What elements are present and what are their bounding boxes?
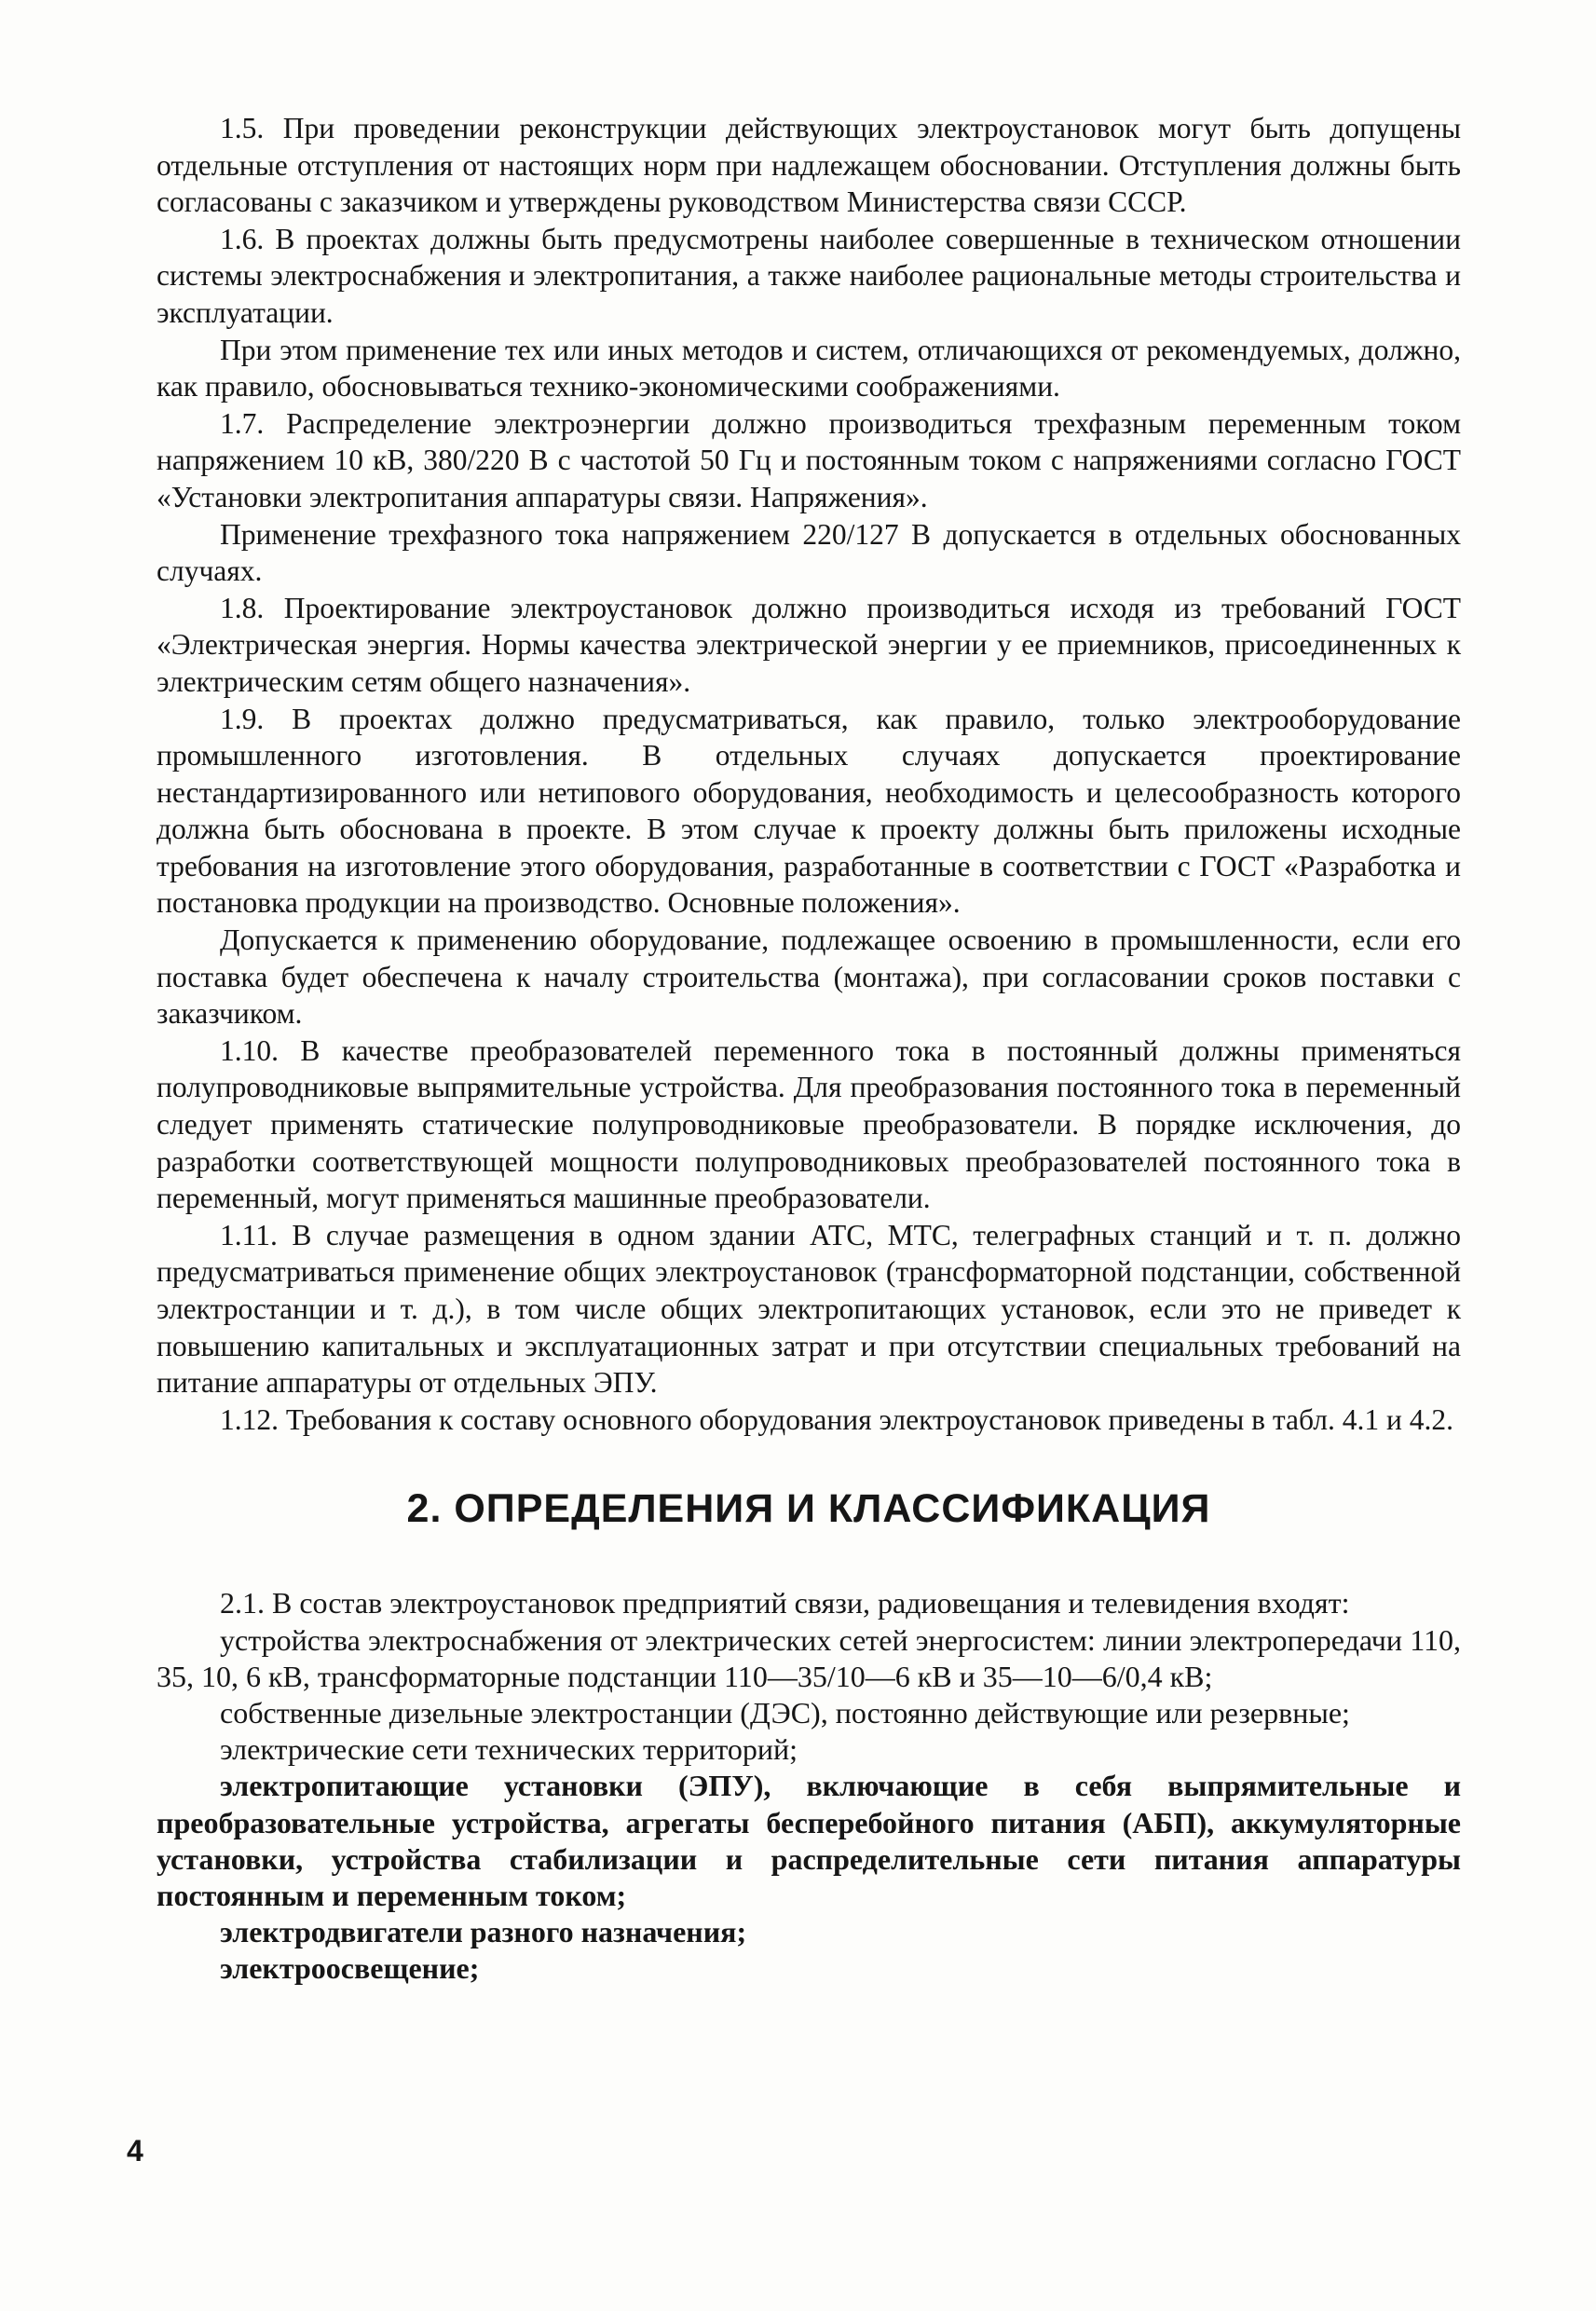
section-definitions <box>157 1585 1461 1987</box>
section-general-provisions <box>157 110 1461 1438</box>
paragraph-1-7: 1.7. Распределение электроэнергии должно производиться трехфазным переменным током напряжением 10 кВ, 380/220 В с частотой 50 Гц и постоянным током с напряжениями согласно ГОСТ «Установки электропитания аппаратуры связи. Напряжения». <box>157 406 1461 513</box>
paragraph-1-10: 1.10. В качестве преобразователей переменного тока в постоянный должны применяться полупроводниковые выпрямительные устройства. Для преобразования постоянного тока в переменный следует применять статические полупроводниковые преобразователи. В порядке исключения, до разработки соответствующей мощности полупроводниковых преобразователей постоянного тока в переменный, могут применяться машинные преобразователи. <box>157 1033 1461 1215</box>
paragraph-1-7-note: Применение трехфазного тока напряжением 220/127 В допускается в отдельных обоснованных случаях. <box>157 517 1461 588</box>
list-item-power-supply: устройства электроснабжения от электрических сетей энергосистем: линии электропередачи 110, 35, 10, 6 кВ, трансформаторные подстанции 110—35/10—6 кВ и 35—10—6/0,4 кВ; <box>157 1622 1461 1693</box>
page-body <box>157 110 1461 1988</box>
paragraph-2-1: 2.1. В состав электроустановок предприятий связи, радиовещания и телевидения входят: <box>220 1586 1350 1620</box>
list-item-motors: электродвигатели разного назначения; <box>220 1915 747 1949</box>
paragraph-1-9-note: Допускается к применению оборудование, подлежащее освоению в промышленности, если его поставка будет обеспечена к началу строительства (монтажа), при согласовании сроков поставки с заказчиком. <box>157 923 1461 1031</box>
list-item-epu: электропитающие установки (ЭПУ), включающие в себя выпрямительные и преобразовательные устройства, агрегаты бесперебойного питания (АБП), аккумуляторные установки, устройства стабилизации и распределительные сети питания аппаратуры постоянным и переменным током; <box>157 1769 1461 1912</box>
bold-list-block <box>157 1768 1461 1987</box>
paragraph-1-5: 1.5. При проведении реконструкции действующих электроустановок могут быть допущены отдельные отступления от настоящих норм при надлежащем обосновании. Отступления должны быть согласованы с заказчиком и утверждены руководством Министерства связи СССР. <box>157 112 1461 219</box>
list-item-lighting: электроосвещение; <box>220 1951 480 1986</box>
section-heading: 2. ОПРЕДЕЛЕНИЯ И КЛАССИФИКАЦИЯ <box>406 1486 1211 1532</box>
list-item-networks: электрические сети технических территорий; <box>220 1732 798 1767</box>
list-item-diesel-stations: собственные дизельные электростанции (ДЭС), постоянно действующие или резервные; <box>220 1695 1350 1730</box>
page-number: 4 <box>127 2134 143 2167</box>
paragraph-1-9: 1.9. В проектах должно предусматриваться, как правило, только электрооборудование промышленного изготовления. В отдельных случаях допускается проектирование нестандартизированного или нетипового оборудования, необходимость и целесообразность которого должна быть обоснована в проекте. В этом случае к проекту должны быть приложены исходные требования на изготовление этого оборудования, разработанные в соответствии с ГОСТ «Разработка и постановка продукции на производство. Основные положения». <box>157 702 1461 920</box>
paragraph-1-12: 1.12. Требования к составу основного оборудования электроустановок приведены в табл. 4.1 и 4.2. <box>220 1402 1453 1436</box>
paragraph-1-6-note: При этом применение тех или иных методов и систем, отличающихся от рекомендуемых, должно, как правило, обосновываться технико-экономическими соображениями. <box>157 333 1461 403</box>
paragraph-1-11: 1.11. В случае размещения в одном здании АТС, МТС, телеграфных станций и т. п. должно предусматриваться применение общих электроустановок (трансформаторной подстанции, собственной электростанции и т. д.), в том числе общих электропитающих установок, если это не приведет к повышению капитальных и эксплуатационных затрат и при отсутствии специальных требований на питание аппаратуры от отдельных ЭПУ. <box>157 1218 1461 1400</box>
paragraph-1-8: 1.8. Проектирование электроустановок должно производиться исходя из требований ГОСТ «Электрическая энергия. Нормы качества электрической энергии у ее приемников, присоединенных к электрическим сетям общего назначения». <box>157 591 1461 698</box>
paragraph-1-6: 1.6. В проектах должны быть предусмотрены наиболее совершенные в техническом отношении системы электроснабжения и электропитания, а также наиболее рациональные методы строительства и эксплуатации. <box>157 222 1461 329</box>
